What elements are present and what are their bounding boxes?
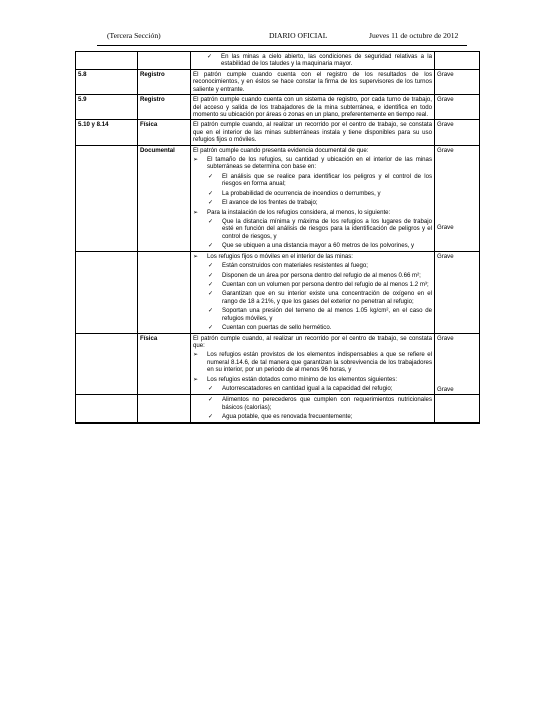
- check-item: [193, 413, 432, 420]
- check-item: [193, 307, 432, 322]
- criteria-text: Cuentan con un volumen por persona dentro del refugio de al menos 1.2 m³;: [222, 280, 429, 288]
- section-cell: 5.9: [76, 95, 138, 120]
- section-cell: [76, 395, 138, 423]
- criteria-text: Están construidos con materiales resistentes al fuego;: [222, 262, 368, 270]
- severity-label: Grave: [437, 121, 454, 129]
- severity-label: Grave: [437, 224, 454, 232]
- arrow-bullet-icon: ➢: [193, 375, 199, 383]
- checkmark-icon: ✓: [207, 53, 213, 60]
- section-cell: 5.8: [76, 69, 138, 94]
- severity-label: Grave: [437, 385, 454, 393]
- criteria-text: Los refugios están dotados como mínimo de los elementos siguientes:: [207, 375, 398, 383]
- table-row: [76, 251, 480, 333]
- checkmark-icon: ✓: [208, 218, 214, 226]
- criteria-cell: [191, 145, 435, 251]
- table-row: [76, 52, 480, 70]
- section-cell: [76, 333, 138, 395]
- table-row: [76, 395, 480, 423]
- header-date: Jueves 11 de octubre de 2012: [369, 31, 459, 40]
- page-header: [97, 31, 467, 45]
- severity-cell: [435, 95, 480, 120]
- check-item: [193, 199, 432, 206]
- criteria-cell: [191, 333, 435, 395]
- section-cell: [76, 251, 138, 333]
- table-row: [76, 95, 480, 120]
- criteria-text: Que la distancia mínima y máxima de los refugios a los lugares de trabajo esté en función del análisis de riesgos para la identificación de peligros y el control de riesgos, y: [222, 218, 432, 240]
- checkmark-icon: ✓: [208, 172, 214, 180]
- severity-cell: [435, 69, 480, 94]
- compliance-table: [75, 51, 480, 424]
- check-item: [193, 324, 432, 331]
- checkmark-icon: ✓: [208, 290, 214, 298]
- checkmark-icon: ✓: [208, 189, 214, 197]
- section-cell: 5.10 y 8.14: [76, 120, 138, 145]
- verification-type-cell: [138, 52, 191, 70]
- criteria-paragraph: [193, 71, 432, 93]
- criteria-cell: [191, 395, 435, 423]
- criteria-text: El patrón cumple cuando, al realizar un recorrido por el centro de trabajo, se constata que en el interior de las minas subterráneas instala y tiene disponibles para su uso refugios fijos o móviles.: [193, 121, 432, 144]
- criteria-paragraph: [193, 96, 432, 118]
- severity-label: Grave: [437, 70, 454, 78]
- criteria-text: Cuentan con puertas de sello hermético.: [222, 324, 332, 332]
- bullet-item: [193, 253, 432, 260]
- bullet-item: [193, 156, 432, 171]
- bullet-item: [193, 351, 432, 373]
- verification-type-cell: Registro: [138, 69, 191, 94]
- verification-type-cell: Física: [138, 120, 191, 145]
- severity-cell: [435, 395, 480, 423]
- severity-cell: [435, 145, 480, 251]
- section-cell: [76, 52, 138, 70]
- table-row: [76, 120, 480, 145]
- criteria-text: Agua potable, que es renovada frecuentemente;: [222, 413, 353, 421]
- section-cell: [76, 145, 138, 251]
- severity-label: Grave: [437, 96, 454, 104]
- checkmark-icon: ✓: [208, 280, 214, 288]
- arrow-bullet-icon: ➢: [193, 208, 199, 216]
- criteria-text: Soportan una presión del terreno de al menos 1.05 kg/cm², en el caso de refugios móviles, y: [222, 307, 432, 322]
- arrow-bullet-icon: ➢: [193, 252, 199, 260]
- checkmark-icon: ✓: [208, 413, 214, 421]
- criteria-paragraph: [193, 121, 432, 143]
- criteria-text: Los refugios fijos o móviles en el interior de las minas:: [207, 252, 353, 260]
- criteria-paragraph: [193, 147, 432, 154]
- check-item: [193, 290, 432, 305]
- severity-cell: [435, 333, 480, 395]
- criteria-text: Los refugios están provistos de los elementos indispensables a que se refiere el numeral 8.14.6, de tal manera que garantizan la sobrevivencia de los trabajadores en su interior, por un periodo de al menos 96 horas, y: [207, 351, 432, 374]
- checkmark-icon: ✓: [208, 307, 214, 315]
- table-row: [76, 333, 480, 395]
- bullet-item: [193, 209, 432, 216]
- severity-cell: [435, 52, 480, 70]
- arrow-bullet-icon: ➢: [193, 156, 199, 164]
- verification-type-cell: Física: [138, 333, 191, 395]
- criteria-text: Garantizan que en su interior existe una concentración de oxígeno en el rango de 18 a 21%, y que los gases del exterior no penetran al refugio;: [222, 290, 432, 305]
- criteria-cell: [191, 52, 435, 70]
- severity-cell: [435, 251, 480, 333]
- criteria-text: El avance de los frentes de trabajo;: [222, 199, 318, 207]
- checkmark-icon: ✓: [208, 262, 214, 270]
- severity-label: Grave: [437, 146, 454, 154]
- verification-type-cell: [138, 395, 191, 423]
- criteria-text: Que se ubiquen a una distancia mayor a 60 metros de los polvorines, y: [222, 242, 415, 250]
- checkmark-icon: ✓: [208, 385, 214, 393]
- verification-type-cell: [138, 251, 191, 333]
- check-item: [193, 281, 432, 288]
- checkmark-icon: ✓: [208, 324, 214, 332]
- criteria-text: El tamaño de los refugios, su cantidad y ubicación en el interior de las minas subterráneas se determina con base en:: [207, 156, 432, 171]
- bullet-item: [193, 376, 432, 383]
- check-item: [193, 53, 432, 68]
- check-item: [193, 190, 432, 197]
- criteria-cell: [191, 120, 435, 145]
- check-item: [193, 262, 432, 269]
- criteria-text: Alimentos no perecederos que cumplen con requerimientos nutricionales básicos (calorías);: [222, 396, 432, 411]
- table-row: [76, 145, 480, 251]
- check-item: [193, 272, 432, 279]
- criteria-cell: [191, 69, 435, 94]
- criteria-text: El patrón cumple cuando, al realizar un recorrido por el centro de trabajo, se constata que:: [193, 334, 432, 349]
- check-item: [193, 218, 432, 240]
- criteria-cell: [191, 95, 435, 120]
- checkmark-icon: ✓: [208, 199, 214, 207]
- checkmark-icon: ✓: [208, 396, 214, 404]
- criteria-text: El patrón cumple cuando cuenta con un sistema de registro, por cada turno de trabajo, del acceso y salida de los trabajadores de la mina subterránea, e identifica en todo momento su ubicación por áreas o zonas en un plano, preferentemente en tiempo real.: [193, 96, 432, 118]
- criteria-text: El patrón cumple cuando presenta evidencia documental de que:: [193, 146, 369, 154]
- header-title: DIARIO OFICIAL: [269, 31, 328, 40]
- criteria-text: La probabilidad de ocurrencia de incendios o derrumbes, y: [222, 189, 381, 197]
- header-section: (Tercera Sección): [107, 31, 161, 40]
- table-row: [76, 69, 480, 94]
- header-rule: [97, 45, 467, 46]
- verification-type-cell: Documental: [138, 145, 191, 251]
- arrow-bullet-icon: ➢: [193, 351, 199, 359]
- check-item: [193, 385, 432, 392]
- check-item: [193, 242, 432, 249]
- severity-label: Grave: [437, 334, 454, 342]
- criteria-text: El análisis que se realice para identificar los peligros y el control de los riesgos en forma anual;: [222, 172, 432, 188]
- criteria-paragraph: [193, 335, 432, 350]
- check-item: [193, 173, 432, 188]
- checkmark-icon: ✓: [208, 271, 214, 279]
- severity-cell: [435, 120, 480, 145]
- checkmark-icon: ✓: [208, 242, 214, 250]
- severity-label: Grave: [437, 252, 454, 260]
- criteria-text: El patrón cumple cuando cuenta con el registro de los resultados de los reconocimientos, y en éstos se hace constar la firma de los supervisores de los turnos saliente y entrante.: [193, 70, 432, 93]
- criteria-cell: [191, 251, 435, 333]
- criteria-text: Autorrescatadores en cantidad igual a la capacidad del refugio;: [222, 385, 393, 393]
- criteria-text: Disponen de un área por persona dentro del refugio de al menos 0.66 m²;: [222, 271, 421, 279]
- check-item: [193, 396, 432, 411]
- criteria-text: Para la instalación de los refugios considera, al menos, lo siguiente:: [207, 208, 391, 216]
- verification-type-cell: Registro: [138, 95, 191, 120]
- criteria-text: En las minas a cielo abierto, las condiciones de seguridad relativas a la estabilidad de los taludes y la maquinaria mayor.: [221, 53, 432, 68]
